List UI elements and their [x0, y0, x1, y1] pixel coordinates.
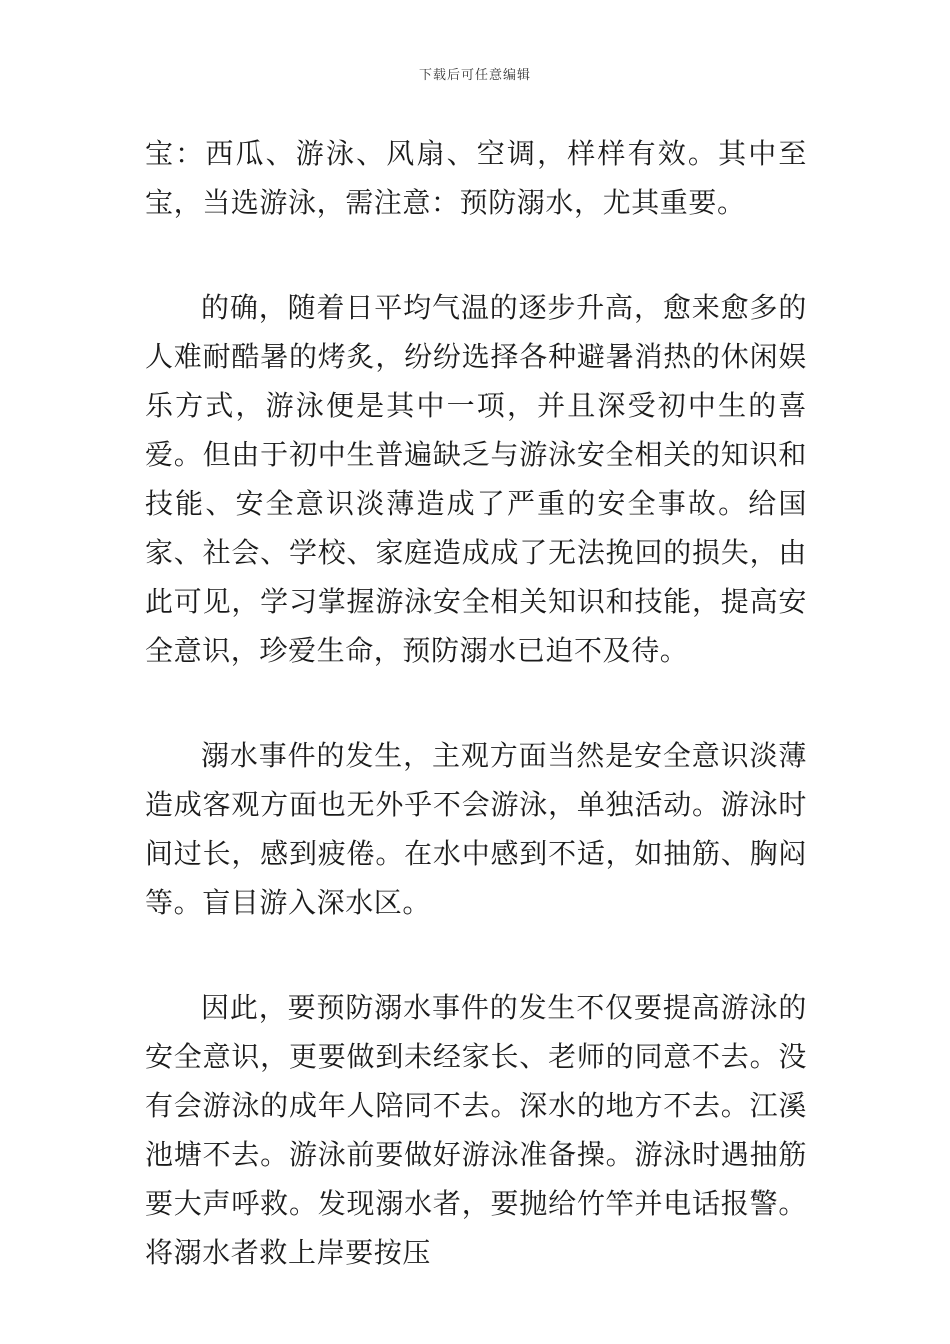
document-body — [145, 129, 807, 1277]
paragraph-continuation: 宝：西瓜、游泳、风扇、空调，样样有效。其中至宝，当选游泳，需注意：预防溺水，尤其重要。 — [145, 137, 807, 219]
paragraph-context: 的确，随着日平均气温的逐步升高，愈来愈多的人难耐酷暑的烤炙，纷纷选择各种避暑消热的休闲娱乐方式，游泳便是其中一项，并且深受初中生的喜爱。但由于初中生普遍缺乏与游泳安全相关的知识和技能、安全意识淡薄造成了严重的安全事故。给国家、社会、学校、家庭造成成了无法挽回的损失，由此可见，学习掌握游泳安全相关知识和技能，提高安全意识，珍爱生命，预防溺水已迫不及待。 — [145, 291, 807, 667]
paragraph-prevention: 因此，要预防溺水事件的发生不仅要提高游泳的安全意识，更要做到未经家长、老师的同意不去。没有会游泳的成年人陪同不去。深水的地方不去。江溪池塘不去。游泳前要做好游泳准备操。游泳时遇抽筋要大声呼救。发现溺水者，要抛给竹竿并电话报警。将溺水者救上岸要按压 — [145, 991, 807, 1269]
page-header: 下载后可任意编辑 — [418, 68, 531, 83]
paragraph-causes: 溺水事件的发生，主观方面当然是安全意识淡薄造成客观方面也无外乎不会游泳，单独活动。游泳时间过长，感到疲倦。在水中感到不适，如抽筋、胸闷等。盲目游入深水区。 — [145, 739, 807, 919]
